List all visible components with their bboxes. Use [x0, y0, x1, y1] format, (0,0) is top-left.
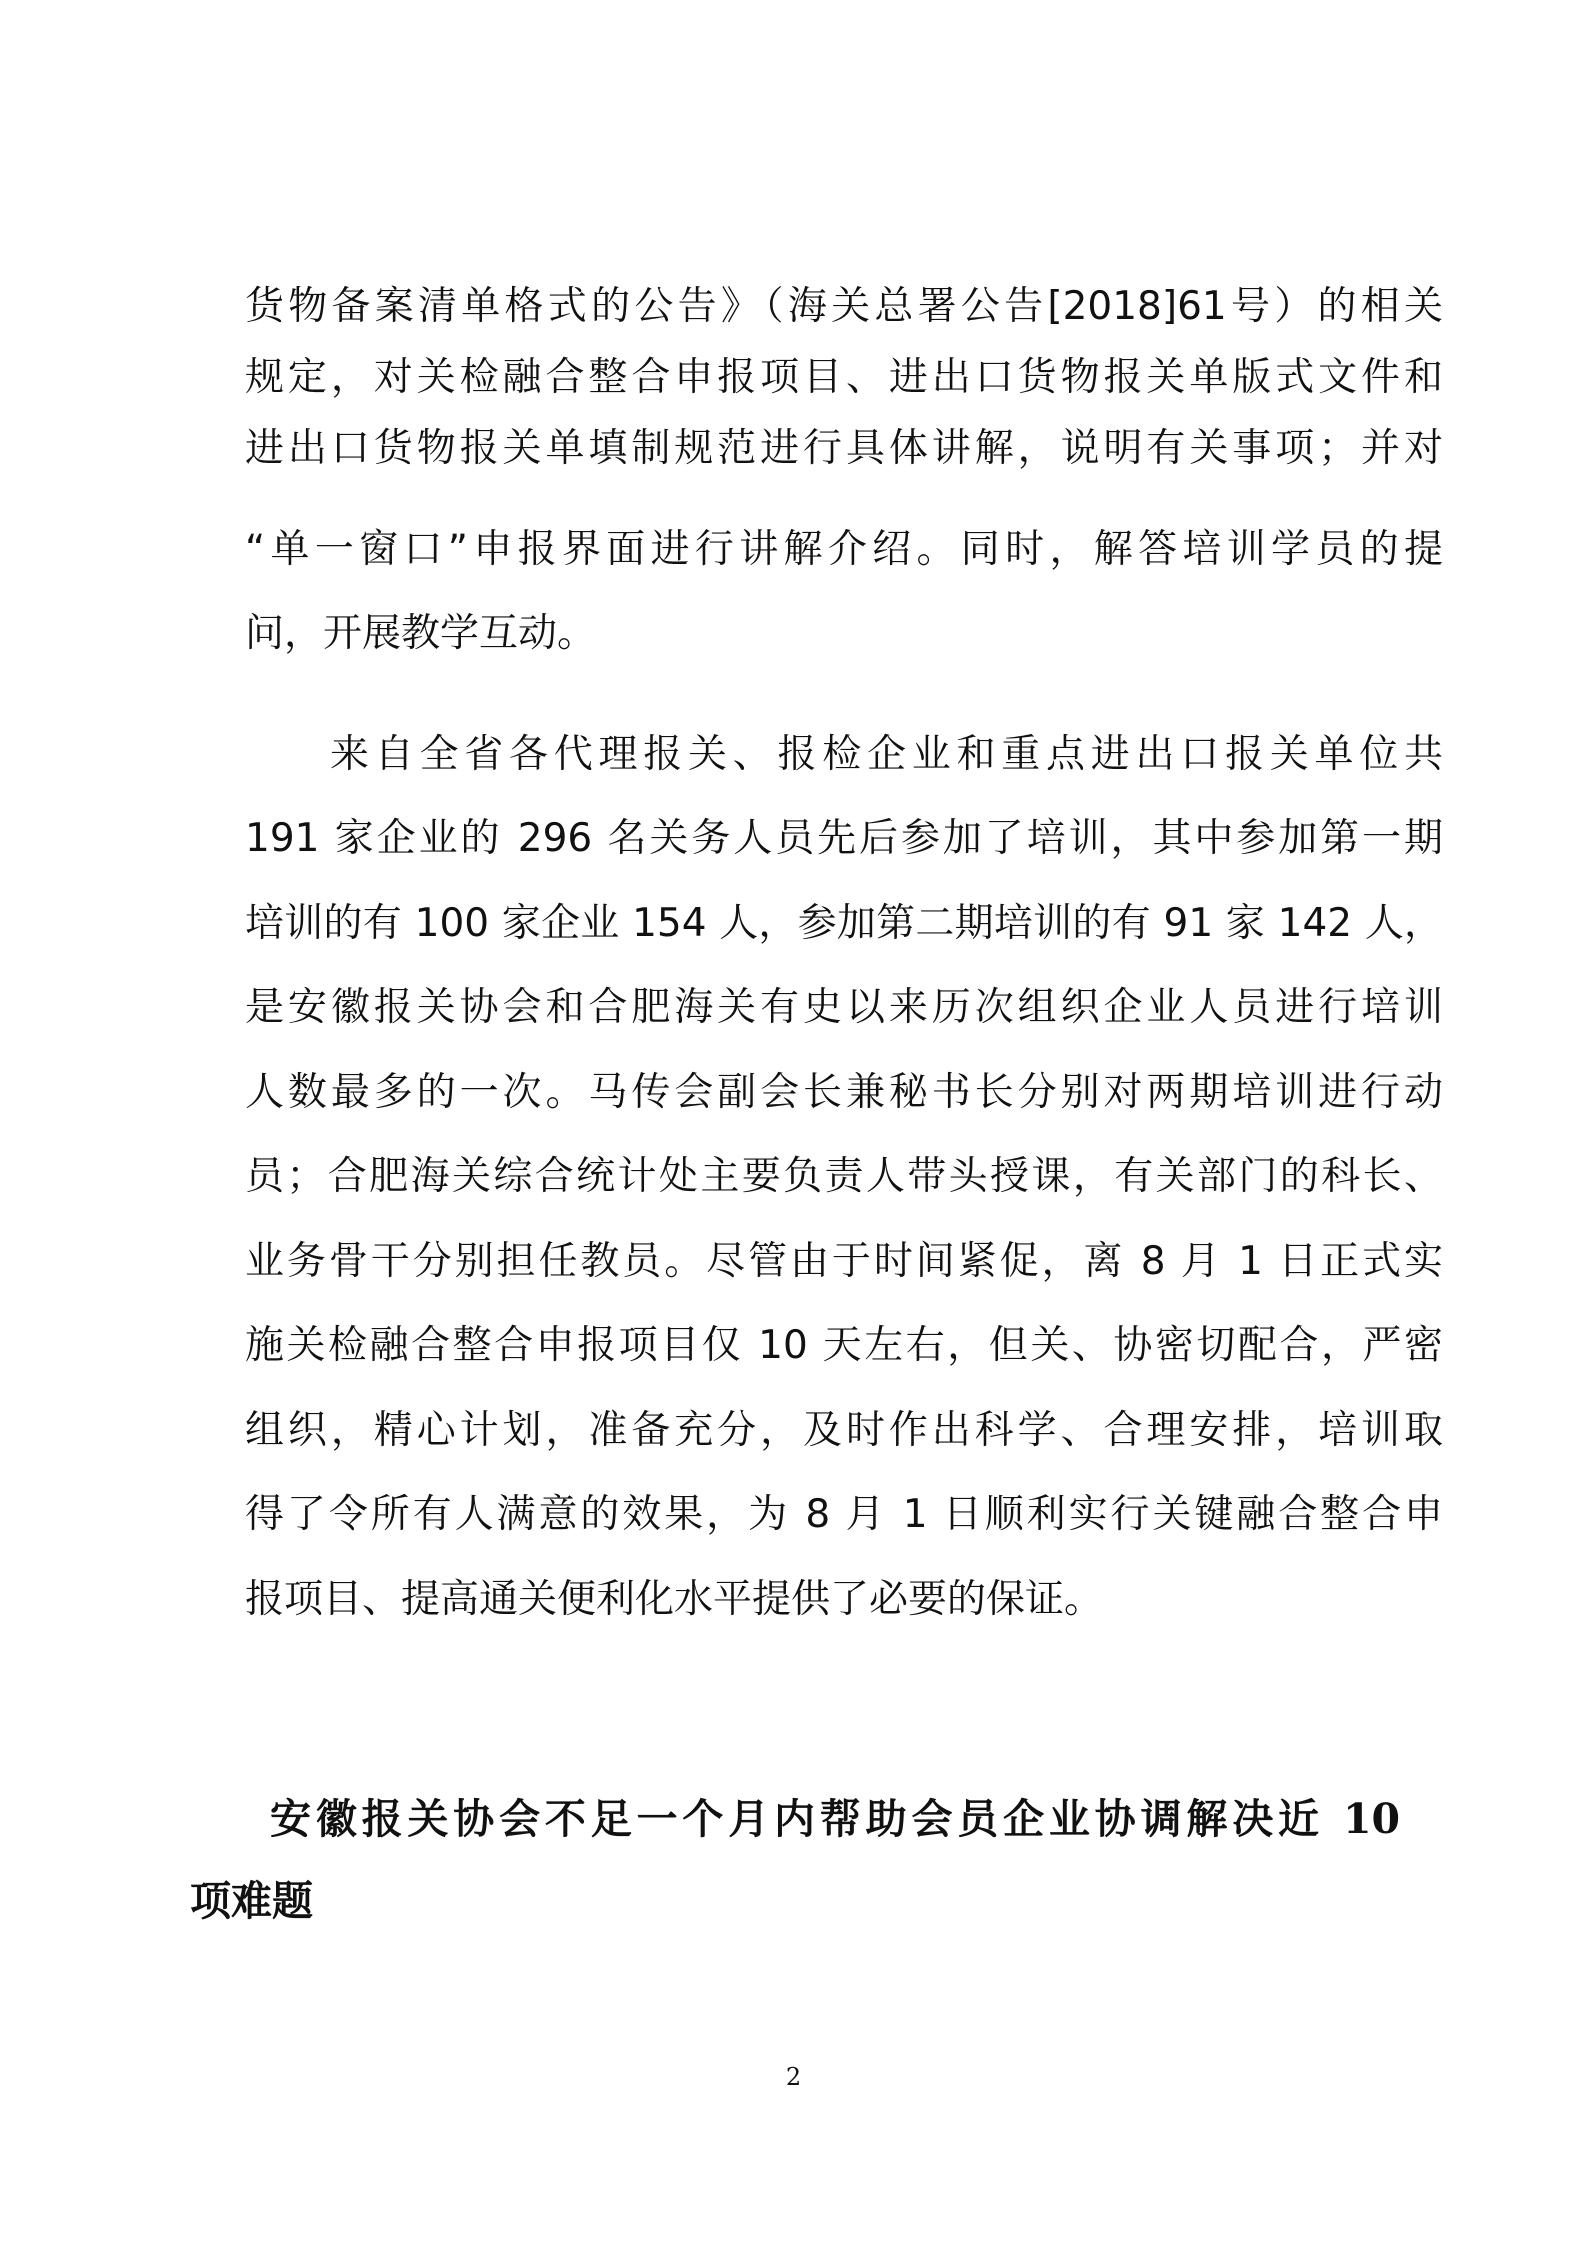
paragraph-1-line-5: 问，开展教学互动。	[245, 611, 597, 656]
paragraph-2-line-9: 组织，精心计划，准备充分，及时作出科学、合理安排，培训取	[245, 1408, 1443, 1453]
paragraph-2-line-11: 报项目、提高通关便利化水平提供了必要的保证。	[245, 1577, 1104, 1622]
paragraph-1-line-1: 货物备案清单格式的公告》（海关总署公告[2018]61号）的相关	[245, 284, 1443, 329]
paragraph-2-line-7: 业务骨干分别担任教员。尽管由于时间紧促，离 8 月 1 日正式实	[245, 1239, 1443, 1284]
page-number: 2	[785, 2063, 802, 2091]
paragraph-1-line-2: 规定，对关检融合整合申报项目、进出口货物报关单版式文件和	[245, 355, 1443, 400]
paragraph-1-line-3: 进出口货物报关单填制规范进行具体讲解，说明有关事项；并对	[245, 426, 1443, 471]
paragraph-2-line-8: 施关检融合整合申报项目仅 10 天左右，但关、协密切配合，严密	[245, 1323, 1443, 1368]
paragraph-1-line-4: “单一窗口”申报界面进行讲解介绍。同时，解答培训学员的提	[245, 527, 1443, 572]
section-heading-line-1: 安徽报关协会不足一个月内帮助会员企业协调解决近 10	[270, 1795, 1400, 1843]
paragraph-2-line-3: 培训的有 100 家企业 154 人，参加第二期培训的有 91 家 142 人，	[245, 901, 1443, 946]
paragraph-2-line-2: 191 家企业的 296 名关务人员先后参加了培训，其中参加第一期	[245, 816, 1443, 861]
paragraph-2-line-10: 得了令所有人满意的效果，为 8 月 1 日顺利实行关键融合整合申	[245, 1492, 1443, 1537]
paragraph-2-line-1: 来自全省各代理报关、报检企业和重点进出口报关单位共	[330, 732, 1443, 777]
paragraph-2-line-6: 员；合肥海关综合统计处主要负责人带头授课，有关部门的科长、	[245, 1154, 1443, 1199]
paragraph-2-line-4: 是安徽报关协会和合肥海关有史以来历次组织企业人员进行培训	[245, 985, 1443, 1030]
paragraph-2-line-5: 人数最多的一次。马传会副会长兼秘书长分别对两期培训进行动	[245, 1070, 1443, 1115]
section-heading-line-2: 项难题	[190, 1877, 313, 1925]
